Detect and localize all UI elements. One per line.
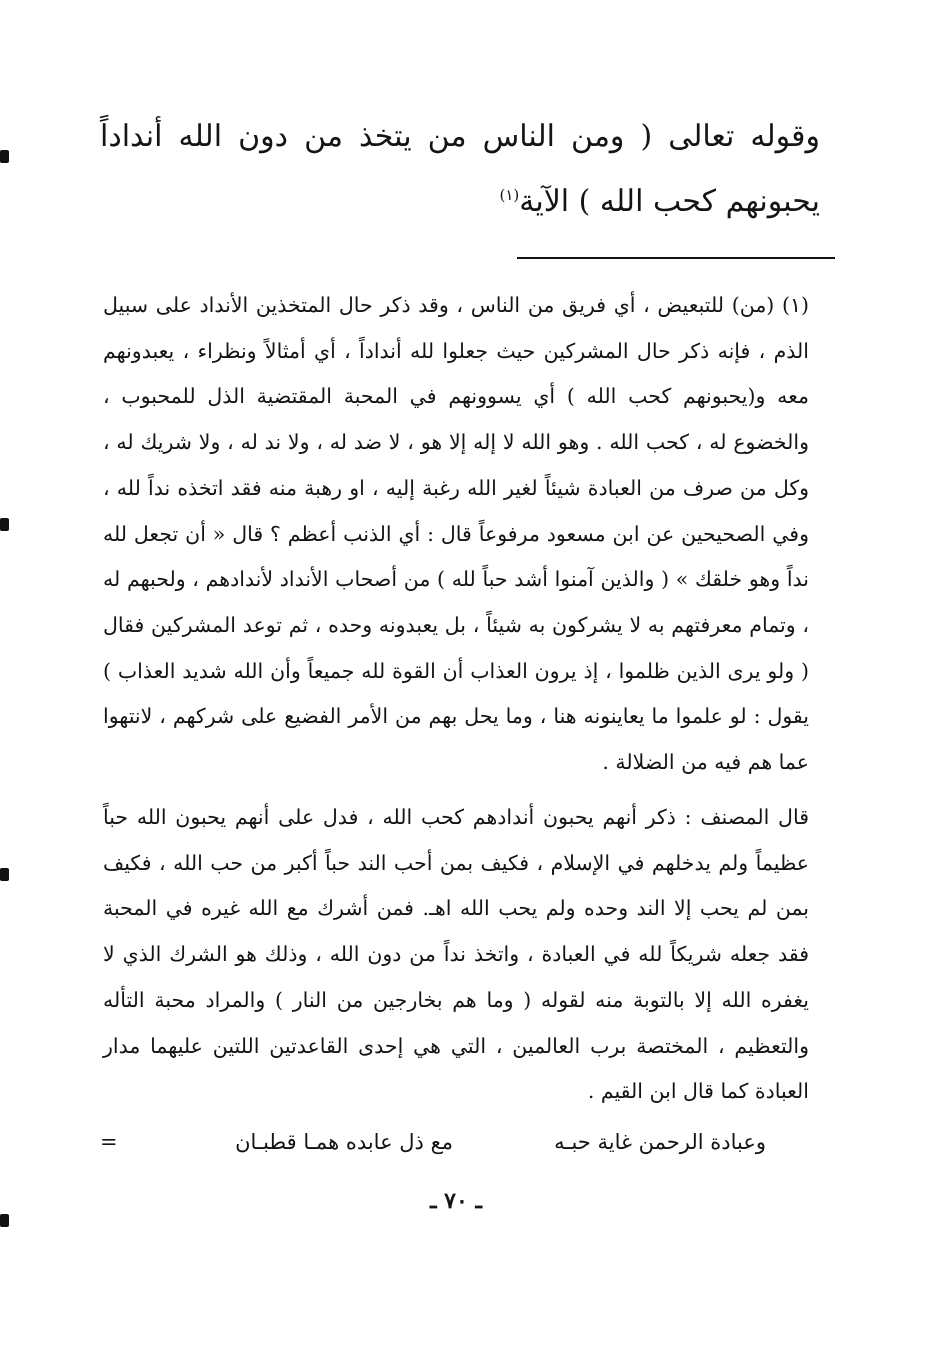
page-number: ـ ٧٠ ـ <box>430 1188 482 1214</box>
footnote-paragraph: (١) (من) للتبعيض ، أي فريق من الناس ، وقد ذكر حال المتخذين الأنداد على سبيل الذم ، فإنه ذكر حال المشركين حيث جعلوا لله أنداداً ، أي أمثالاً ونظراء ، يعبدونهم معه و(يحبونهم كحب الله ) أي يسوونهم في المحبة المقتضية الذل للمحبوب ، والخضوع له ، كحب الله . وهو الله لا إله إلا هو ، لا ضد له ، ولا ند له ، ولا شريك له ، وكل من صرف من العبادة شيئاً لغير الله رغبة إليه ، او رهبة منه فقد اتخذه نداً لله ، وفي الصحيحين عن ابن مسعود مرفوعاً قال : أي الذنب أعظم ؟ قال « أن تجعل لله نداً وهو خلقك » ( والذين آمنوا أشد حباً لله ) من أصحاب الأنداد لأندادهم ، ولحبهم له ، وتمام معرفتهم به لا يشركون به شيئاً ، بل يعبدونه وحده ، ثم توعد المشركين فقال ( ولو يرى الذين ظلموا ، إذ يرون العذاب أن القوة لله جميعاً وأن الله شديد العذاب ) يقول : لو علموا ما يعاينونه هنا ، وما يحل بهم من الأمر الفضيع على شركهم ، لانتهوا عما هم فيه من الضلالة . <box>103 293 809 775</box>
heading-text: وقوله تعالى ( ومن الناس من يتخذ من دون الله أنداداً يحبونهم كحب الله ) الآية <box>100 119 820 219</box>
binding-mark <box>0 518 9 531</box>
binding-mark <box>0 868 9 881</box>
commentary-paragraph: قال المصنف : ذكر أنهم يحبون أندادهم كحب الله ، فدل على أنهم يحبون الله حباً عظيماً ولم يدخلهم في الإسلام ، فكيف بمن أحب الند حباً أكبر من حب الله ، فكيف بمن لم يحب إلا الند وحده ولم يحب الله اهـ. فمن أشرك مع الله غيره في المحبة فقد جعله شريكاً لله في العبادة ، واتخذ نداً من دون الله ، وذلك هو الشرك الذي لا يغفره الله إلا بالتوبة منه لقوله ( وما هم بخارجين من النار ) والمراد محبة التأله والتعظيم ، المختصة برب العالمين ، التي هي إحدى القاعدتين اللتين عليهما مدار العبادة كما قال ابن القيم . <box>103 805 809 1104</box>
binding-mark <box>0 1214 9 1227</box>
poetry-verse <box>100 1122 766 1162</box>
footnote-divider <box>517 257 835 259</box>
continuation-mark: = <box>100 1130 118 1154</box>
chapter-heading <box>100 108 820 231</box>
footnote-reference: (١) <box>499 186 520 204</box>
verse-second-hemistich: مع ذل عابده همـا قطبـان <box>235 1130 453 1154</box>
verse-first-hemistich: وعبادة الرحمن غاية حبـه <box>554 1130 766 1154</box>
binding-mark <box>0 150 9 163</box>
